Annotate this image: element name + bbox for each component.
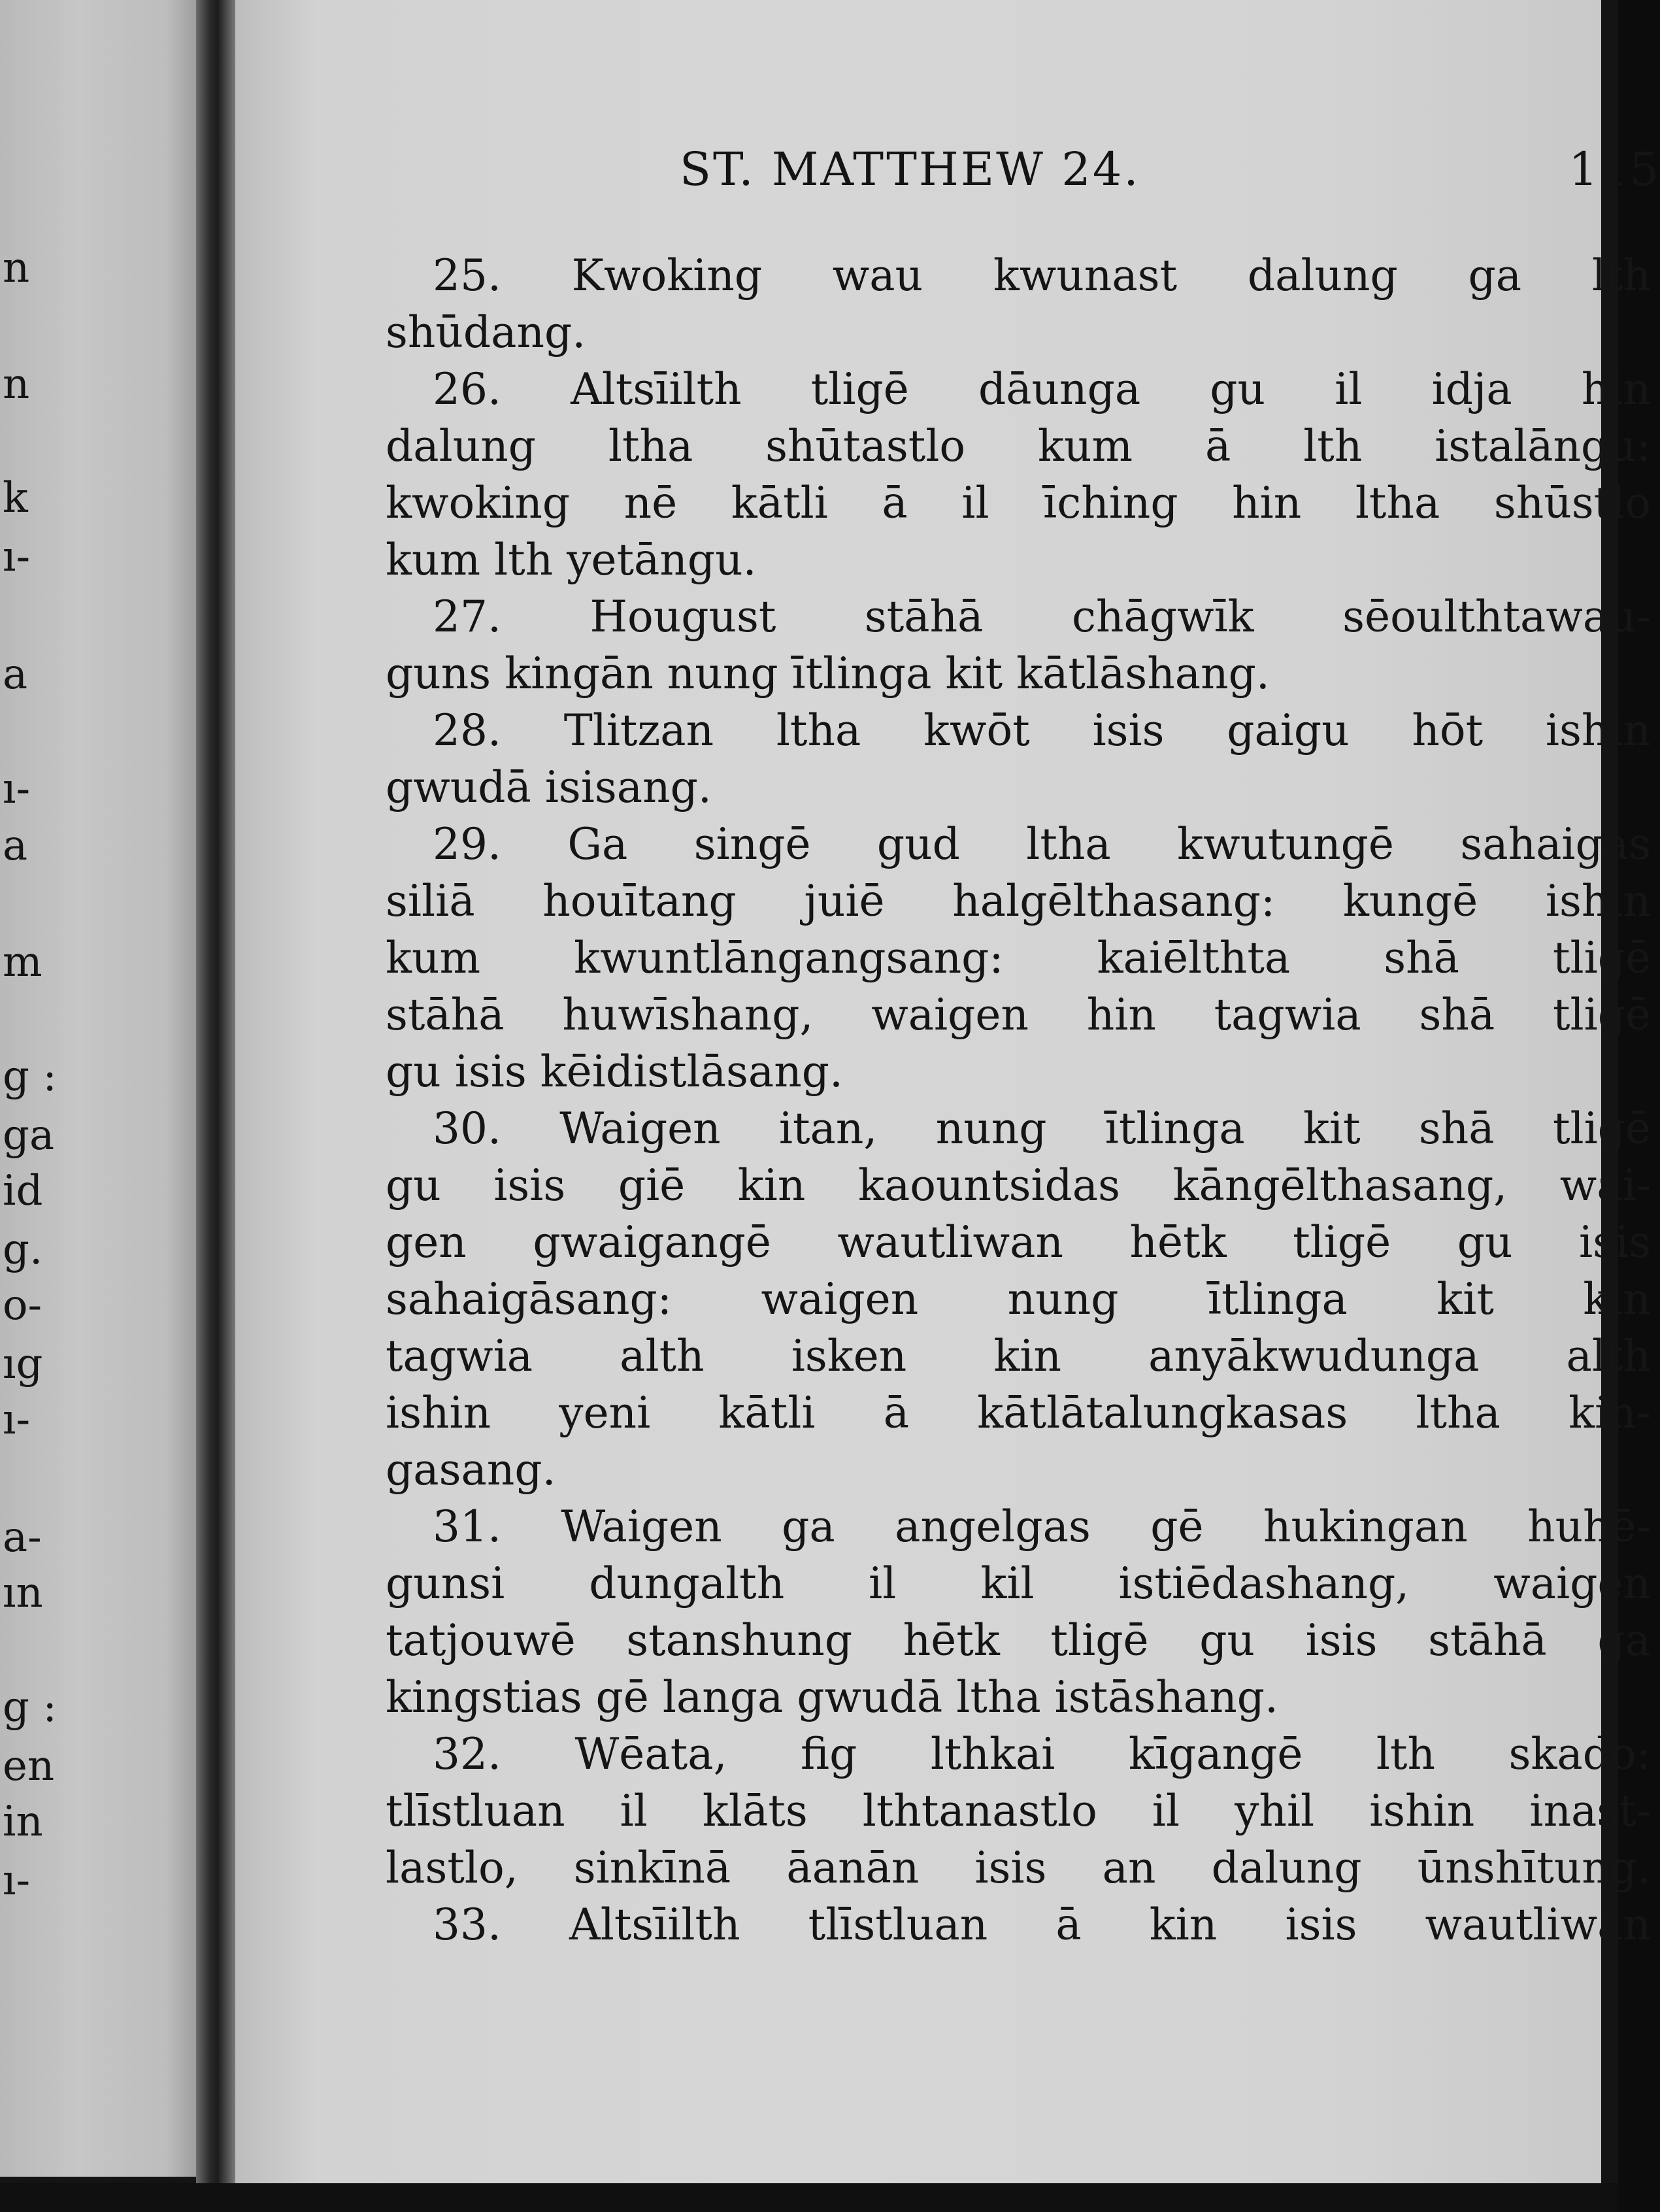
- running-head: [680, 142, 1660, 201]
- previous-page-fragment: ın: [3, 1569, 43, 1617]
- verse-line: tlīstluan il klāts lthtanastlo il yhil ishin inast-: [386, 1786, 1651, 1836]
- verse-line: 30. Waigen itan, nung ītlinga kit shā tligē: [433, 1103, 1651, 1154]
- verse-line: lastlo, sinkīnā āanān isis an dalung ūnshītung.: [386, 1843, 1651, 1893]
- verse-line: 31. Waigen ga angelgas gē hukingan huhē-: [433, 1501, 1651, 1552]
- previous-page-fragment: n: [3, 244, 30, 292]
- verse-line: 33. Altsīilth tlīstluan ā kin isis wautliwan: [433, 1900, 1651, 1950]
- verse-line: 32. Wēata, fig lthkai kīgangē lth skado:: [433, 1729, 1651, 1779]
- previous-page-fragment: ga: [3, 1111, 55, 1160]
- verse-line: guns kingān nung ītlinga kit kātlāshang.: [386, 648, 1270, 699]
- verse-line: kum kwuntlāngangsang: kaiēlthta shā tligē: [386, 933, 1651, 983]
- previous-page-fragment: ı-: [3, 765, 31, 813]
- previous-page-edge: [0, 0, 196, 2177]
- previous-page-fragment: g :: [3, 1052, 57, 1101]
- verse-line: kwoking nē kātli ā il īching hin ltha shūstlo: [386, 478, 1651, 528]
- previous-page-fragment: a-: [3, 1513, 42, 1562]
- running-title: ST. MATTHEW 24.: [680, 142, 1140, 196]
- verse-line: stāhā huwīshang, waigen hin tagwia shā tligē: [386, 990, 1651, 1040]
- verse-line: kingstias gē langa gwudā ltha istāshang.: [386, 1672, 1278, 1722]
- verse-line: gu isis kēidistlāsang.: [386, 1047, 843, 1097]
- previous-page-fragment: g :: [3, 1683, 57, 1732]
- verse-line: siliā houītang juiē halgēlthasang: kungē ishin: [386, 876, 1651, 926]
- verse-line: gwudā isisang.: [386, 762, 712, 813]
- book-page: [235, 0, 1660, 2183]
- verse-line: 27. Hougust stāhā chāgwīk sēoulthtawau-: [433, 592, 1651, 642]
- previous-page-fragment: n: [3, 360, 30, 409]
- previous-page-fragment: en: [3, 1742, 55, 1790]
- verse-line: ishin yeni kātli ā kātlātalungkasas ltha kin-: [386, 1388, 1651, 1438]
- verse-line: 25. Kwoking wau kwunast dalung ga lth: [433, 250, 1651, 301]
- previous-page-fragment: ı-: [3, 533, 31, 581]
- verse-line: dalung ltha shūtastlo kum ā lth istalāngu:: [386, 421, 1651, 471]
- verse-line: 26. Altsīilth tligē dāunga gu il idja hin: [433, 364, 1651, 414]
- previous-page-fragment: ı-: [3, 1856, 31, 1905]
- verse-line: tagwia alth isken kin anyākwudunga alth: [386, 1331, 1651, 1381]
- previous-page-fragment: id: [3, 1167, 43, 1215]
- verse-line: gunsi dungalth il kil istiēdashang, waigen: [386, 1558, 1651, 1609]
- verse-line: sahaigāsang: waigen nung ītlinga kit kin: [386, 1274, 1651, 1324]
- previous-page-fragment: k: [3, 474, 28, 522]
- book-gutter: [196, 0, 235, 2183]
- verse-line: kum lth yetāngu.: [386, 535, 757, 585]
- verse-line: gu isis giē kin kaountsidas kāngēlthasang, wai-: [386, 1160, 1651, 1211]
- previous-page-fragment: a: [3, 650, 28, 699]
- previous-page-fragment: in: [3, 1798, 43, 1846]
- verse-line: 28. Tlitzan ltha kwōt isis gaigu hōt ishin: [433, 705, 1651, 756]
- verse-line: 29. Ga singē gud ltha kwutungē sahaigas: [433, 819, 1651, 869]
- verse-line: tatjouwē stanshung hētk tligē gu isis stāhā ga: [386, 1615, 1651, 1666]
- previous-page-fragment: ı-: [3, 1396, 31, 1444]
- previous-page-fragment: o-: [3, 1281, 42, 1330]
- previous-page-fragment: m: [3, 938, 42, 986]
- previous-page-fragment: g.: [3, 1226, 43, 1274]
- previous-page-fragment: a: [3, 822, 28, 870]
- verse-line: gen gwaigangē wautliwan hētk tligē gu isis: [386, 1217, 1651, 1267]
- scripture-text: [386, 247, 1651, 1953]
- scan-bottom-border: [0, 2183, 1618, 2212]
- verse-line: shūdang.: [386, 307, 586, 358]
- page-number: 115: [1569, 142, 1660, 196]
- previous-page-fragment: ıg: [3, 1340, 43, 1388]
- verse-line: gasang.: [386, 1445, 556, 1495]
